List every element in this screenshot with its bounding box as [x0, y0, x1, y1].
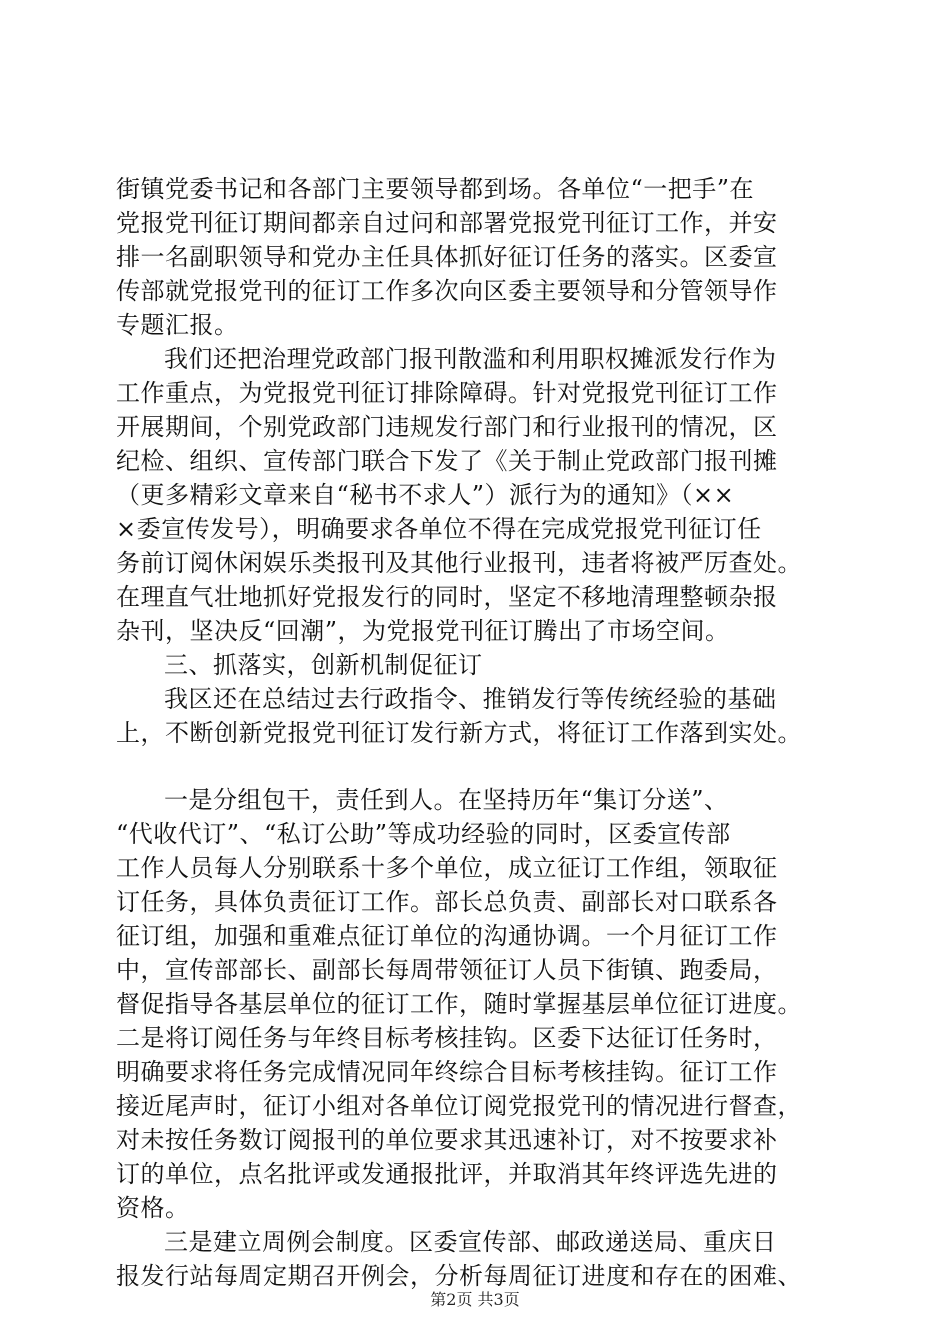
body-line: 党报党刊征订期间都亲自过问和部署党报党刊征订工作，并安 — [116, 209, 778, 237]
body-line: 报发行站每周定期召开例会，分析每周征订进度和存在的困难、 — [116, 1262, 802, 1290]
body-line: 务前订阅休闲娱乐类报刊及其他行业报刊，违者将被严厉查处。 — [116, 549, 802, 577]
body-line: 征订组，加强和重难点征订单位的沟通协调。一个月征订工作 — [116, 922, 778, 950]
body-line: 订的单位，点名批评或发通报批评，并取消其年终评选先进的 — [116, 1160, 778, 1188]
body-line: 工作人员每人分别联系十多个单位，成立征订工作组，领取征 — [116, 854, 778, 882]
body-line: 中，宣传部部长、副部长每周带领征订人员下街镇、跑委局， — [116, 956, 778, 984]
body-line: 接近尾声时，征订小组对各单位订阅党报党刊的情况进行督查， — [116, 1092, 802, 1120]
body-line: 街镇党委书记和各部门主要领导都到场。各单位“一把手”在 — [116, 175, 755, 203]
body-line: 订任务，具体负责征订工作。部长总负责、副部长对口联系各 — [116, 888, 778, 916]
page-number: 第2页 共3页 — [430, 1290, 520, 1309]
paragraph-first-line: 我区还在总结过去行政指令、推销发行等传统经验的基础 — [164, 685, 777, 713]
body-line: 纪检、组织、宣传部门联合下发了《关于制止党政部门报刊摊 — [116, 447, 778, 475]
body-line: 督促指导各基层单位的征订工作，随时掌握基层单位征订进度。 — [116, 990, 802, 1018]
body-line: 在理直气壮地抓好党报发行的同时，坚定不移地清理整顿杂报 — [116, 583, 778, 611]
body-line: 工作重点，为党报党刊征订排除障碍。针对党报党刊征订工作 — [116, 379, 778, 407]
body-line: 对未按任务数订阅报刊的单位要求其迅速补订，对不按要求补 — [116, 1126, 778, 1154]
body-line: 上，不断创新党报党刊征订发行新方式，将征订工作落到实处。 — [116, 719, 802, 747]
body-line: 二是将订阅任务与年终目标考核挂钩。区委下达征订任务时， — [116, 1024, 778, 1052]
section-heading: 三、抓落实，创新机制促征订 — [164, 651, 483, 679]
paragraph-first-line: 我们还把治理党政部门报刊散滥和利用职权摊派发行作为 — [164, 345, 777, 373]
body-line: “代收代订”、“私订公助”等成功经验的同时，区委宣传部 — [116, 820, 731, 848]
body-line: 传部就党报党刊的征订工作多次向区委主要领导和分管领导作 — [116, 277, 778, 305]
body-line: ×委宣传发号），明确要求各单位不得在完成党报党刊征订任 — [116, 515, 762, 543]
body-line: 资格。 — [116, 1194, 190, 1222]
body-line: 排一名副职领导和党办主任具体抓好征订任务的落实。区委宣 — [116, 243, 778, 271]
body-line: （更多精彩文章来自“秘书不求人”）派行为的通知》（×× — [116, 481, 735, 509]
body-line: 明确要求将任务完成情况同年终综合目标考核挂钩。征订工作 — [116, 1058, 778, 1086]
paragraph-first-line: 三是建立周例会制度。区委宣传部、邮政递送局、重庆日 — [164, 1228, 777, 1256]
body-line: 杂刊，坚决反“回潮”，为党报党刊征订腾出了市场空间。 — [116, 617, 730, 645]
body-line: 专题汇报。 — [116, 311, 239, 339]
paragraph-first-line: 一是分组包干，责任到人。在坚持历年“集订分送”、 — [164, 786, 729, 814]
body-line: 开展期间，个别党政部门违规发行部门和行业报刊的情况，区 — [116, 413, 778, 441]
